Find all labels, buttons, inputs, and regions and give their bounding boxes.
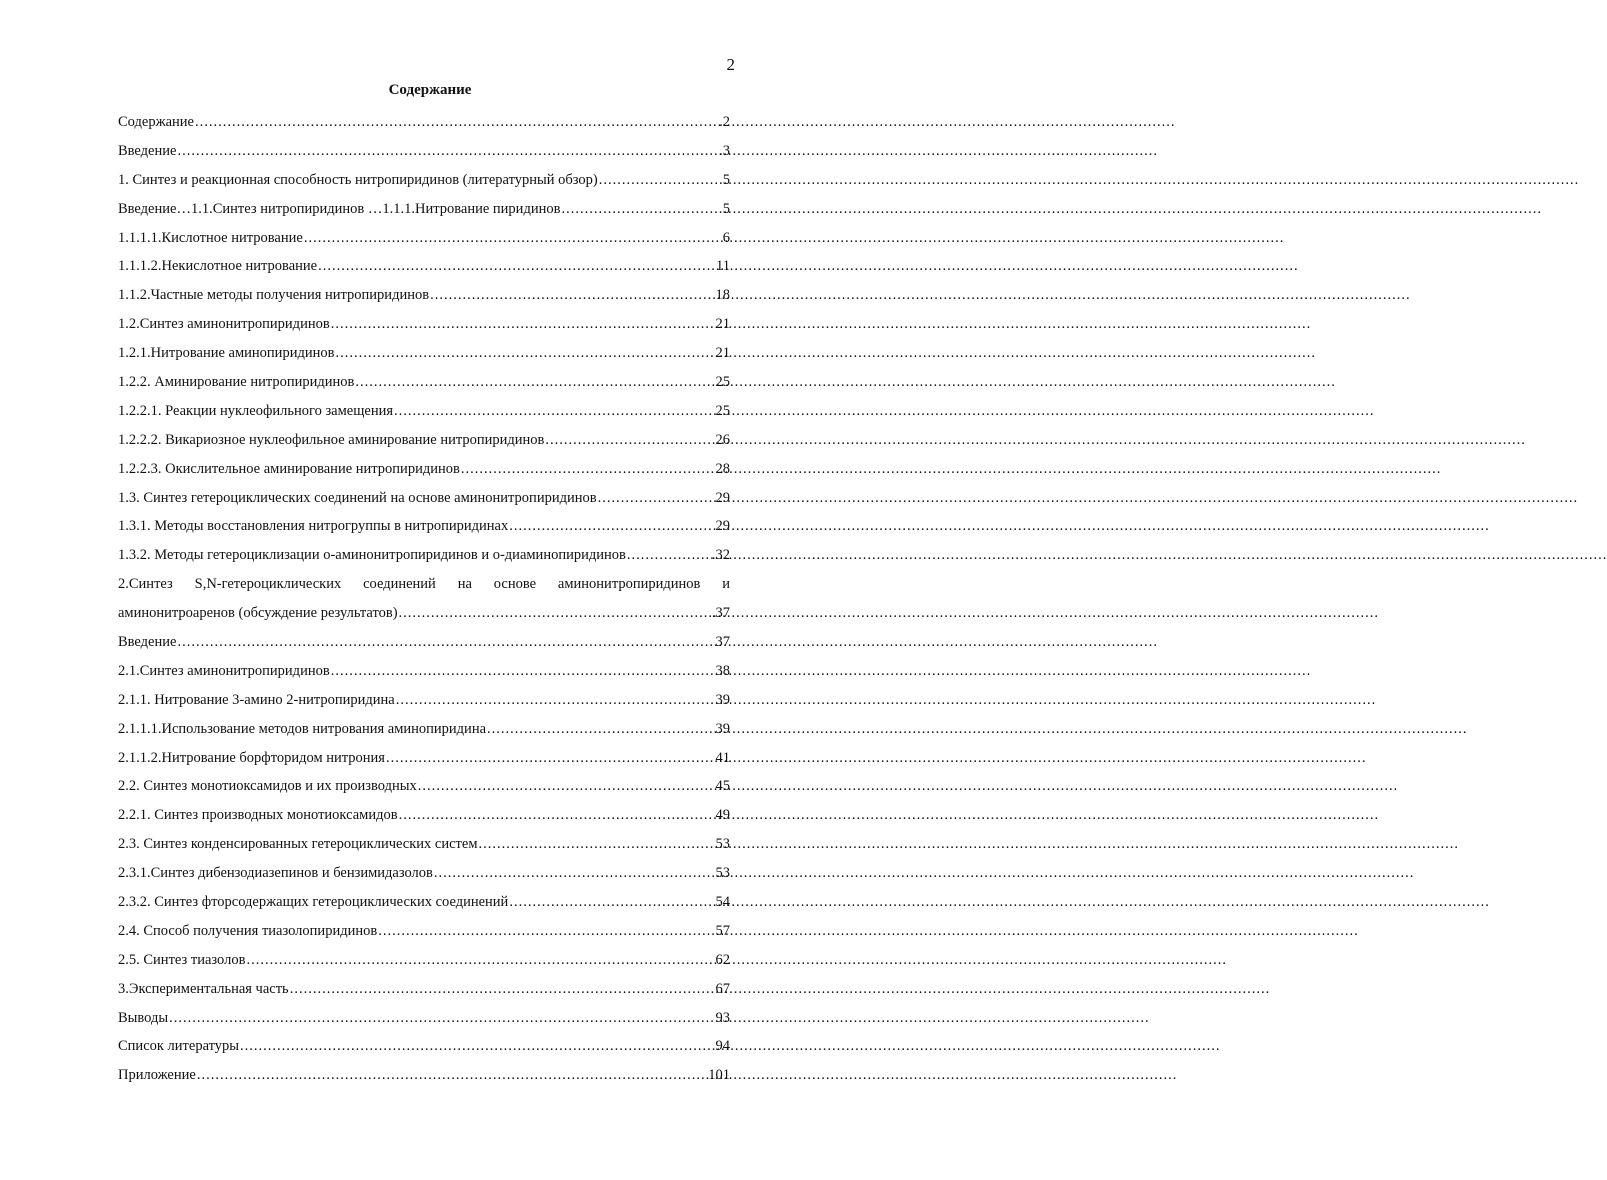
toc-entry-page: .2 bbox=[719, 113, 730, 130]
toc-entry-title: 2.2. Синтез монотиоксамидов и их производных bbox=[118, 778, 417, 795]
toc-entry-page: 21 bbox=[715, 316, 730, 333]
toc-entry bbox=[118, 281, 730, 310]
toc-entry-title: 2.1.1.1.Использование методов нитрования аминопиридина bbox=[118, 720, 487, 737]
toc-entry-title: 2.1.1.2.Нитрование борфторидом нитрония bbox=[118, 749, 385, 766]
toc-leader-dots bbox=[378, 923, 714, 940]
toc-entry-title: 1.2.2. Аминирование нитропиридинов bbox=[118, 373, 355, 390]
toc-entry-page: 62 bbox=[715, 951, 730, 968]
toc-entry bbox=[118, 946, 730, 975]
toc-entry-title: 1.2.1.Нитрование аминопиридинов bbox=[118, 345, 335, 362]
toc-entry-page: 18 bbox=[715, 287, 730, 304]
toc-entry-title: 1.1.1.2.Некислотное нитрование bbox=[118, 258, 318, 275]
toc-entry bbox=[118, 888, 730, 917]
toc-entry-page: 93 bbox=[715, 1009, 730, 1026]
toc-entry-page: 6 bbox=[722, 229, 730, 246]
toc-leader-dots bbox=[396, 692, 715, 709]
toc-leader-dots bbox=[430, 287, 714, 304]
toc-entry bbox=[118, 426, 730, 455]
toc-entry bbox=[118, 339, 730, 368]
toc-entry bbox=[118, 310, 730, 339]
toc-leader-dots bbox=[509, 894, 714, 911]
toc-entry-title: 1.2.2.1. Реакции нуклеофильного замещения bbox=[118, 402, 394, 419]
toc-entry bbox=[118, 108, 730, 137]
toc-entry-title: 2.3.1.Синтез дибензодиазепинов и бензимидазолов bbox=[118, 865, 433, 882]
toc-entry-page: 94 bbox=[715, 1038, 730, 1055]
toc-entry-title: Введение bbox=[118, 142, 177, 159]
toc-entry-page: 11 bbox=[716, 258, 730, 275]
toc-entry-title: Приложение bbox=[118, 1067, 196, 1084]
toc-leader-dots bbox=[399, 605, 711, 622]
toc-entry-page: 41 bbox=[715, 749, 730, 766]
toc-entry bbox=[118, 252, 730, 281]
toc-entry-title: 1.2.Синтез аминонитропиридинов bbox=[118, 316, 330, 333]
toc-entry bbox=[118, 1004, 730, 1033]
toc-entry-page: 53 bbox=[715, 865, 730, 882]
page-number: 2 bbox=[726, 55, 735, 74]
toc-entry bbox=[118, 628, 730, 657]
toc-entry bbox=[118, 224, 730, 253]
toc-entry bbox=[118, 512, 730, 541]
toc-entry-title: 2.1.Синтез аминонитропиридинов bbox=[118, 662, 330, 679]
toc-entry-title: Введение…1.1.Синтез нитропиридинов …1.1.1.Нитрование пиридинов bbox=[118, 200, 561, 217]
toc-entry-page: 57 bbox=[715, 922, 730, 939]
toc-entry-page: 45 bbox=[715, 778, 730, 795]
toc-leader-dots bbox=[331, 663, 715, 680]
toc-entry bbox=[118, 801, 730, 830]
toc-entry-page: 39 bbox=[715, 691, 730, 708]
toc-leader-dots bbox=[331, 316, 715, 333]
toc-entry bbox=[118, 657, 730, 686]
toc-entry-page: 25 bbox=[715, 402, 730, 419]
toc-entry-page: 39 bbox=[715, 720, 730, 737]
toc-entry bbox=[118, 368, 730, 397]
toc-entry bbox=[118, 830, 730, 859]
toc-entry bbox=[118, 455, 730, 484]
toc-entry bbox=[118, 917, 730, 946]
toc-entry-title: 1.3.2. Методы гетероциклизации о-аминонитропиридинов и о-диаминопиридинов bbox=[118, 547, 626, 564]
toc-leader-dots bbox=[290, 981, 715, 998]
toc-entry-title: Выводы bbox=[118, 1009, 169, 1026]
toc-entry-page: 29 bbox=[715, 489, 730, 506]
toc-entry bbox=[118, 772, 730, 801]
toc-entry-title: 1.3.1. Методы восстановления нитрогруппы в нитропиридинах bbox=[118, 518, 509, 535]
toc-entry-title: 2.5. Синтез тиазолов bbox=[118, 951, 246, 968]
toc-leader-dots bbox=[318, 258, 715, 275]
toc-leader-dots bbox=[177, 143, 718, 160]
toc-entry-title: 2.Синтез S,N-гетероциклических соединений на основе аминонитропиридинов и bbox=[118, 576, 730, 593]
toc-leader-dots bbox=[598, 490, 715, 507]
toc-entry-title: 2.2.1. Синтез производных монотиоксамидов bbox=[118, 807, 398, 824]
toc-entry-title: 2.4. Способ получения тиазолопиридинов bbox=[118, 922, 378, 939]
toc-leader-dots bbox=[545, 432, 714, 449]
toc-entry-title: 2.3. Синтез конденсированных гетероциклических систем bbox=[118, 836, 478, 853]
toc-entry bbox=[118, 1061, 730, 1090]
toc-entry-title: Список литературы bbox=[118, 1038, 240, 1055]
toc-entry bbox=[118, 715, 730, 744]
toc-entry bbox=[118, 859, 730, 888]
toc-entry-page: 29 bbox=[715, 518, 730, 535]
toc-entry-page: 5 bbox=[722, 171, 730, 188]
toc-entry-title: 1.1.2.Частные методы получения нитропиридинов bbox=[118, 287, 430, 304]
toc-entry-page: 21 bbox=[715, 345, 730, 362]
toc-entry-title: 2.3.2. Синтез фторсодержащих гетероциклических соединений bbox=[118, 893, 509, 910]
toc-entry-page: 5 bbox=[722, 200, 730, 217]
toc-entry bbox=[118, 195, 730, 224]
toc-entry bbox=[118, 1033, 730, 1062]
toc-entry-title: 1.2.2.3. Окислительное аминирование нитропиридинов bbox=[118, 460, 460, 477]
toc-leader-dots bbox=[386, 750, 715, 767]
toc-entry-title: 3.Экспериментальная часть bbox=[118, 980, 289, 997]
toc-entry-title: 1.3. Синтез гетероциклических соединений на основе аминонитропиридинов bbox=[118, 489, 597, 506]
toc-entry-page: .37 bbox=[711, 605, 730, 622]
toc-entry-page: 67 bbox=[715, 980, 730, 997]
toc-entry-title: 1.2.2.2. Викариозное нуклеофильное аминирование нитропиридинов bbox=[118, 431, 545, 448]
toc-leader-dots bbox=[627, 547, 711, 564]
toc-entry-title: аминонитроаренов (обсуждение результатов) bbox=[118, 605, 398, 622]
toc-leader-dots bbox=[240, 1038, 714, 1055]
toc-leader-dots bbox=[399, 807, 715, 824]
toc-entry bbox=[118, 484, 730, 513]
toc-entry bbox=[118, 541, 730, 570]
toc-entry-title: 1.1.1.1.Кислотное нитрование bbox=[118, 229, 303, 246]
toc-heading: Содержание bbox=[388, 82, 472, 98]
toc-entry-title: Содержание bbox=[118, 113, 194, 130]
toc-leader-dots bbox=[335, 345, 714, 362]
toc-entry-page: 25 bbox=[715, 373, 730, 390]
toc-leader-dots bbox=[355, 374, 714, 391]
toc-entry-page: 49 bbox=[715, 807, 730, 824]
toc-entry-page: .3 bbox=[719, 142, 730, 159]
toc-entry-page: 26 bbox=[715, 431, 730, 448]
toc-entry bbox=[118, 599, 730, 628]
toc-leader-dots bbox=[418, 778, 715, 795]
toc-leader-dots bbox=[195, 114, 718, 131]
toc-entry-title: Введение bbox=[118, 633, 177, 650]
toc-entry bbox=[118, 975, 730, 1004]
toc-leader-dots bbox=[434, 865, 715, 882]
toc-entry bbox=[118, 166, 730, 195]
toc-leader-dots bbox=[304, 230, 722, 247]
toc-entry-page: 101 bbox=[708, 1067, 730, 1084]
toc-leader-dots bbox=[487, 721, 714, 738]
toc-leader-dots bbox=[246, 952, 714, 969]
toc-entry bbox=[118, 744, 730, 773]
toc-entry-title: 1. Синтез и реакционная способность нитропиридинов (литературный обзор) bbox=[118, 171, 598, 188]
table-of-contents bbox=[118, 108, 730, 1090]
toc-leader-dots bbox=[394, 403, 714, 420]
toc-leader-dots bbox=[561, 201, 721, 218]
toc-entry bbox=[118, 137, 730, 166]
toc-entry-page: 28 bbox=[715, 460, 730, 477]
toc-entry bbox=[118, 570, 730, 599]
toc-leader-dots bbox=[509, 518, 714, 535]
toc-leader-dots bbox=[479, 836, 715, 853]
toc-entry bbox=[118, 397, 730, 426]
toc-leader-dots bbox=[599, 172, 722, 189]
toc-leader-dots bbox=[197, 1067, 707, 1084]
toc-entry-page: 38 bbox=[715, 662, 730, 679]
toc-leader-dots bbox=[461, 461, 715, 478]
toc-entry-page: 53 bbox=[715, 836, 730, 853]
toc-entry-page: .32 bbox=[711, 547, 730, 564]
toc-entry-page: 37 bbox=[715, 633, 730, 650]
toc-leader-dots bbox=[177, 634, 714, 651]
toc-entry-page: 54 bbox=[715, 893, 730, 910]
toc-leader-dots bbox=[169, 1010, 714, 1027]
toc-entry bbox=[118, 686, 730, 715]
toc-entry-title: 2.1.1. Нитрование 3-амино 2-нитропиридина bbox=[118, 691, 395, 708]
